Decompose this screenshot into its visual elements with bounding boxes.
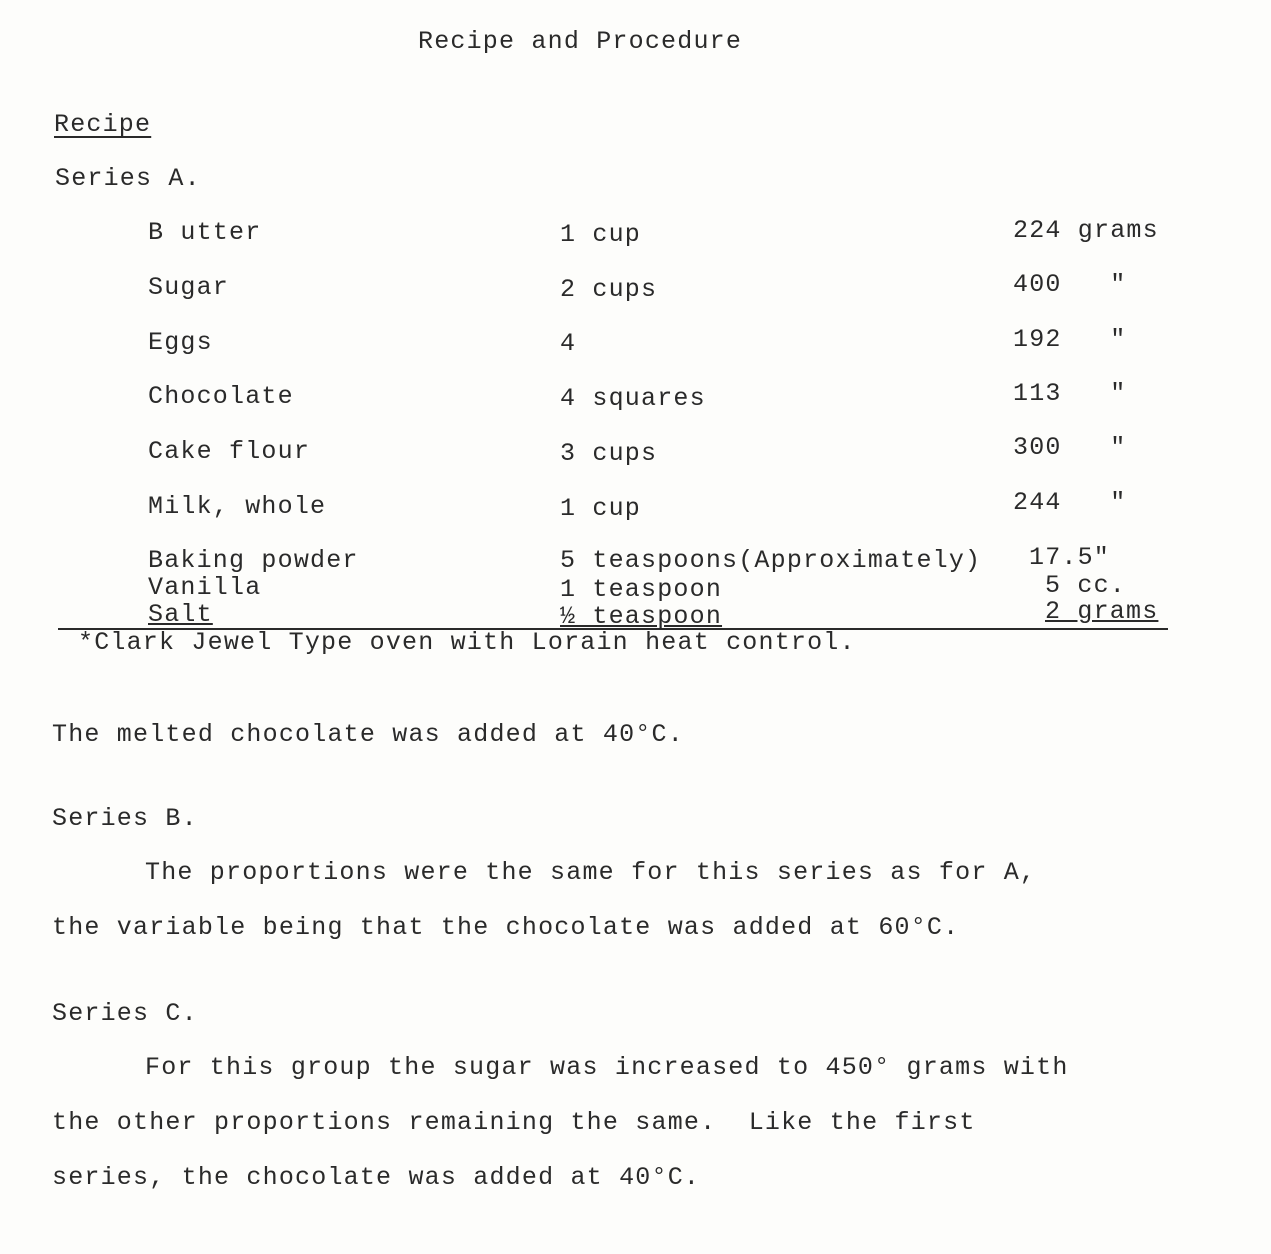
- ingredient-weight: 2 grams: [1045, 597, 1159, 626]
- ingredient-weight: 113 ": [1013, 379, 1127, 408]
- ingredient-weight: 5 cc.: [1045, 571, 1127, 600]
- section-heading-recipe: Recipe: [54, 110, 152, 139]
- series-a-note: The melted chocolate was added at 40°C.: [52, 720, 684, 749]
- page-title: Recipe and Procedure: [418, 27, 743, 56]
- ingredient-name: B utter: [148, 218, 262, 247]
- series-b-text-line: the variable being that the chocolate was added at 60°C.: [52, 913, 960, 942]
- series-b-label: Series B.: [52, 804, 198, 833]
- series-a-label: Series A.: [55, 164, 201, 193]
- ingredient-name: Chocolate: [148, 382, 294, 411]
- ingredient-weight: 300 ": [1013, 433, 1127, 462]
- ingredient-name: Cake flour: [148, 437, 311, 466]
- ingredient-quantity: 3 cups: [560, 439, 658, 468]
- ingredient-weight: 224 grams: [1013, 216, 1159, 245]
- series-b-text-line: The proportions were the same for this series as for A,: [145, 858, 1037, 887]
- footnote: *Clark Jewel Type oven with Lorain heat control.: [78, 628, 856, 657]
- ingredient-weight: 192 ": [1013, 325, 1127, 354]
- series-c-text-line: For this group the sugar was increased to 450° grams with: [145, 1053, 1069, 1082]
- ingredient-weight: 400 ": [1013, 270, 1127, 299]
- ingredient-name: Baking powder: [148, 546, 359, 575]
- series-c-text-line: series, the chocolate was added at 40°C.: [52, 1163, 701, 1192]
- ingredient-name: Milk, whole: [148, 492, 327, 521]
- ingredient-name: Eggs: [148, 328, 213, 357]
- ingredient-name: Vanilla: [148, 573, 262, 602]
- ingredient-quantity: ½ teaspoon: [560, 602, 723, 631]
- series-c-text-line: the other proportions remaining the same. Like the first: [52, 1108, 976, 1137]
- ingredient-quantity: 1 cup: [560, 494, 642, 523]
- ingredient-weight: 17.5": [1029, 543, 1111, 572]
- ingredient-quantity: 1 teaspoon: [560, 575, 723, 604]
- ingredient-name: Salt: [148, 600, 213, 629]
- ingredient-quantity: 4: [560, 329, 577, 358]
- ingredient-weight: 244 ": [1013, 488, 1127, 517]
- ingredient-quantity: 5 teaspoons(Approximately): [560, 546, 982, 575]
- series-c-label: Series C.: [52, 999, 198, 1028]
- ingredient-quantity: 4 squares: [560, 384, 706, 413]
- ingredient-quantity: 1 cup: [560, 220, 642, 249]
- ingredient-name: Sugar: [148, 273, 230, 302]
- ingredient-quantity: 2 cups: [560, 275, 658, 304]
